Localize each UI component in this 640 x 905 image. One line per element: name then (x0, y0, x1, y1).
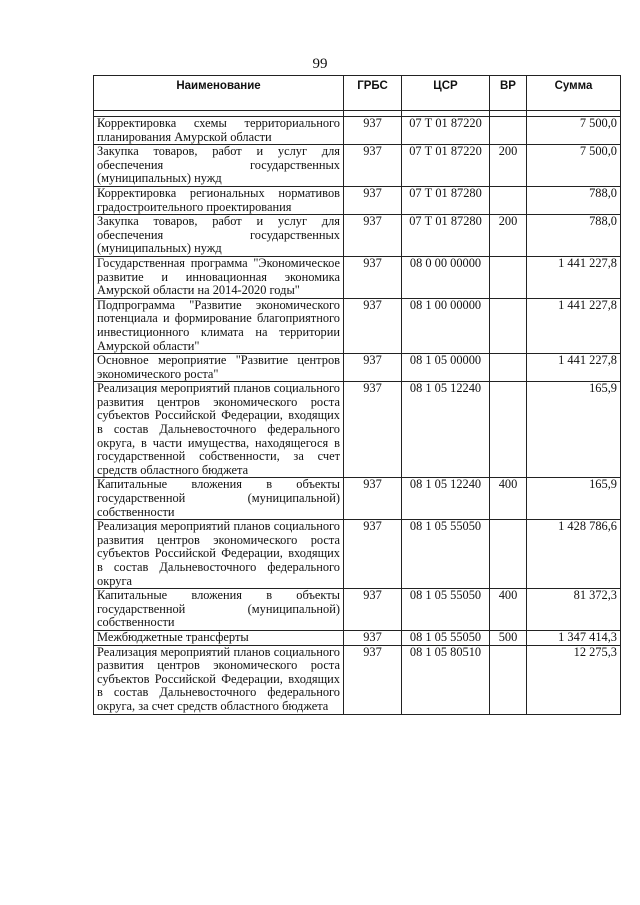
header-name: Наименование (94, 76, 344, 111)
row-csr: 07 Т 01 87220 (402, 117, 490, 145)
row-name: Корректировка региональных нормативов градостроительного проектирования (94, 186, 344, 214)
row-name: Основное мероприятие "Развитие центров экономического роста" (94, 354, 344, 382)
table-row (94, 630, 621, 645)
row-sum: 165,9 (527, 478, 621, 520)
table-row (94, 145, 621, 187)
row-vr: 200 (490, 215, 527, 257)
row-sum: 1 441 227,8 (527, 256, 621, 298)
header-vr: ВР (490, 76, 527, 111)
row-csr: 08 1 05 12240 (402, 478, 490, 520)
table-row (94, 186, 621, 214)
header-csr: ЦСР (402, 76, 490, 111)
table-row (94, 589, 621, 631)
row-name: Межбюджетные трансферты (94, 630, 344, 645)
row-sum: 788,0 (527, 215, 621, 257)
row-csr: 08 1 05 80510 (402, 645, 490, 714)
row-grbs: 937 (344, 186, 402, 214)
row-vr: 200 (490, 145, 527, 187)
row-name: Реализация мероприятий планов социального развития центров экономического роста субъектов Российской Федерации, входящих в состав Дальневосточного федерального округа, в части имущества, находящегося в государственной собственности, за счет средств областного бюджета (94, 382, 344, 478)
row-vr (490, 298, 527, 353)
row-vr: 500 (490, 630, 527, 645)
row-sum: 788,0 (527, 186, 621, 214)
row-sum: 7 500,0 (527, 117, 621, 145)
row-grbs: 937 (344, 630, 402, 645)
table-row (94, 478, 621, 520)
row-vr (490, 645, 527, 714)
header-grbs: ГРБС (344, 76, 402, 111)
table-header-row (94, 76, 621, 111)
row-name: Капитальные вложения в объекты государственной (муниципальной) собственности (94, 478, 344, 520)
table-row (94, 354, 621, 382)
row-sum: 1 347 414,3 (527, 630, 621, 645)
row-name: Закупка товаров, работ и услуг для обеспечения государственных (муниципальных) нужд (94, 145, 344, 187)
row-csr: 08 1 05 12240 (402, 382, 490, 478)
row-sum: 7 500,0 (527, 145, 621, 187)
row-csr: 08 1 05 55050 (402, 589, 490, 631)
table-row (94, 520, 621, 589)
row-name: Закупка товаров, работ и услуг для обеспечения государственных (муниципальных) нужд (94, 215, 344, 257)
row-vr: 400 (490, 589, 527, 631)
row-csr: 07 Т 01 87280 (402, 215, 490, 257)
page-number: 99 (312, 56, 328, 72)
row-grbs: 937 (344, 520, 402, 589)
row-name: Реализация мероприятий планов социального развития центров экономического роста субъектов Российской Федерации, входящих в состав Дальневосточного федерального округа (94, 520, 344, 589)
row-vr (490, 354, 527, 382)
row-csr: 08 1 00 00000 (402, 298, 490, 353)
row-vr (490, 256, 527, 298)
row-name: Корректировка схемы территориального планирования Амурской области (94, 117, 344, 145)
row-csr: 08 1 05 55050 (402, 520, 490, 589)
table-row (94, 298, 621, 353)
row-sum: 1 441 227,8 (527, 354, 621, 382)
row-grbs: 937 (344, 145, 402, 187)
header-sum: Сумма (527, 76, 621, 111)
row-name: Подпрограмма "Развитие экономического потенциала и формирование благоприятного инвестиционного климата на территории Амурской области" (94, 298, 344, 353)
row-csr: 07 Т 01 87220 (402, 145, 490, 187)
row-vr (490, 186, 527, 214)
row-vr (490, 382, 527, 478)
table-row (94, 215, 621, 257)
row-sum: 1 441 227,8 (527, 298, 621, 353)
table-row (94, 382, 621, 478)
row-grbs: 937 (344, 354, 402, 382)
row-grbs: 937 (344, 589, 402, 631)
row-grbs: 937 (344, 382, 402, 478)
row-vr (490, 117, 527, 145)
row-vr (490, 520, 527, 589)
row-sum: 165,9 (527, 382, 621, 478)
row-name: Реализация мероприятий планов социального развития центров экономического роста субъектов Российской Федерации, входящих в состав Дальневосточного федерального округа, за счет средств областного бюджета (94, 645, 344, 714)
row-csr: 08 1 05 00000 (402, 354, 490, 382)
row-sum: 1 428 786,6 (527, 520, 621, 589)
table-row (94, 256, 621, 298)
row-csr: 07 Т 01 87280 (402, 186, 490, 214)
row-csr: 08 0 00 00000 (402, 256, 490, 298)
table-row (94, 117, 621, 145)
row-sum: 81 372,3 (527, 589, 621, 631)
table-row (94, 645, 621, 714)
row-name: Капитальные вложения в объекты государственной (муниципальной) собственности (94, 589, 344, 631)
row-csr: 08 1 05 55050 (402, 630, 490, 645)
row-vr: 400 (490, 478, 527, 520)
row-grbs: 937 (344, 256, 402, 298)
row-grbs: 937 (344, 298, 402, 353)
row-grbs: 937 (344, 645, 402, 714)
row-sum: 12 275,3 (527, 645, 621, 714)
row-grbs: 937 (344, 215, 402, 257)
row-grbs: 937 (344, 478, 402, 520)
row-name: Государственная программа "Экономическое развитие и инновационная экономика Амурской области на 2014-2020 годы" (94, 256, 344, 298)
budget-table (93, 75, 621, 715)
row-grbs: 937 (344, 117, 402, 145)
